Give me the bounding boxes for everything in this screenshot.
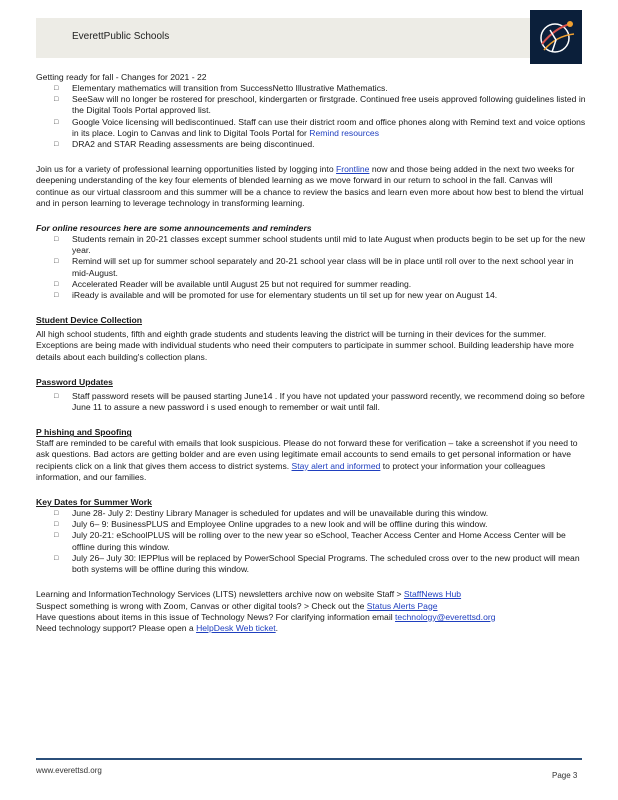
list-item: □ Remind will set up for summer school separately and 20-21 school year class will be in place until roll over to the next school year in mid-August.: [36, 256, 586, 278]
getting-ready-title: Getting ready for fall - Changes for 2021 - 22: [36, 72, 207, 82]
list-item: □ SeeSaw will no longer be rostered for preschool, kindergarten or firstgrade. Continued free useis approved following guidelines listed in the Digital Tools Portal approved list.: [36, 94, 586, 116]
resource-text: Have questions about items in this issue of Technology News? For clarifying information email: [36, 611, 393, 622]
page-number: Page 3: [552, 771, 578, 780]
resource-line: [36, 601, 586, 612]
document-body: [36, 72, 586, 634]
frontline-link[interactable]: Frontline: [336, 164, 370, 175]
resource-text: Need technology support? Please open a: [36, 622, 194, 633]
list-item: □ July 6– 9: BusinessPLUS and Employee Online upgrades to a new look and will be offline during this window.: [36, 519, 586, 530]
learning-text: Join us for a variety of professional learning opportunities listed by logging into: [36, 164, 334, 175]
phishing-text: Staff are reminded to be careful with emails that look suspicious. Please do not forward these for verification – take a screenshot if you need to ask questions. Bad actors are getting bolder and are even using legitimate email accounts to send emails to get personal information or have recipients click on a link that gives them access to district systems.: [36, 438, 578, 471]
phishing-paragraph: [36, 438, 586, 483]
learning-paragraph: [36, 164, 586, 209]
key-dates-title: Key Dates for Summer Work: [36, 497, 152, 508]
list-item: □ Accelerated Reader will be available until August 25 but not required for summer reading.: [36, 279, 586, 290]
student-device-title: Student Device Collection: [36, 315, 143, 326]
staff-news-hub-link[interactable]: StaffNews Hub: [403, 589, 462, 600]
student-device-text: All high school students, fifth and eighth grade students and students leaving the district will be turning in their devices for the summer. Exceptions are being made with individual students who need their computers to participate in summer school. Building leadership have more details about each building's collection plans.: [36, 329, 574, 362]
status-alerts-link[interactable]: Status Alerts Page: [366, 600, 438, 611]
list-item: [36, 117, 586, 139]
phishing-title: P hishing and Spoofing: [36, 427, 132, 438]
key-dates-list: [36, 508, 586, 575]
resource-text: Learning and InformationTechnology Services (LITS) newsletters archive now on website Staff >: [36, 589, 402, 600]
helpdesk-ticket-link[interactable]: HelpDesk Web ticket: [196, 622, 276, 633]
list-item: □ Students remain in 20-21 classes except summer school students until mid to late August when products begin to be set up for the new year.: [36, 234, 586, 256]
footer-divider: [36, 758, 582, 760]
technology-email-link[interactable]: technology@everettsd.org: [395, 611, 496, 622]
resource-line: [36, 589, 586, 600]
resource-links-block: [36, 589, 586, 634]
online-resources-title: For online resources here are some announcements and reminders: [36, 223, 312, 234]
online-resources-list: [36, 234, 586, 301]
list-item: □ July 26– July 30: IEPPlus will be replaced by PowerSchool Special Programs. The scheduled cross over to the new product will mean both systems will be offline during this window.: [36, 553, 586, 575]
phishing-text-cont: to protect your information your colleagues information, and our families.: [36, 460, 546, 482]
resource-text-end: .: [275, 622, 279, 633]
getting-ready-list: [36, 83, 586, 150]
resource-text: Suspect something is wrong with Zoom, Canvas or other digital tools? > Check out the: [36, 600, 365, 611]
password-title: Password Updates: [36, 376, 113, 387]
password-list: [36, 391, 586, 413]
list-item: □ iReady is available and will be promoted for use for elementary students un til set up for new year on August 14.: [36, 290, 586, 301]
header-title: EverettPublic Schools: [72, 31, 170, 42]
learning-text-cont: now and those being added in the next two weeks for deepening understanding of the key four elements of blended learning as we move forward in our return to school in the fall. Canvas will continue as our virtual classroom and this summer will be a chance to review the basics and learn even more about how best to blend the virtual and in person learning to leverage technology in transforming learning.: [36, 164, 584, 208]
list-item: □ Elementary mathematics will transition from SuccessNetto Illustrative Mathematics.: [36, 83, 586, 94]
list-item: □ July 20-21: eSchoolPLUS will be rolling over to the new year so eSchool, Teacher Access Center and Home Access Center will be offline during this window.: [36, 530, 586, 552]
resource-line: [36, 623, 586, 634]
district-logo-icon: [530, 10, 582, 64]
footer-url[interactable]: www.everettsd.org: [36, 766, 102, 775]
list-item: □ June 28- July 2: Destiny Library Manager is scheduled for updates and will be unavailable during this window.: [36, 508, 586, 519]
stay-alert-link[interactable]: Stay alert and informed: [291, 460, 381, 471]
remind-resources-link[interactable]: Remind resources: [309, 127, 379, 138]
list-item: □ DRA2 and STAR Reading assessments are being discontinued.: [36, 139, 586, 150]
list-item: □ Staff password resets will be paused starting June14 . If you have not updated your password recently, we recommend doing so before June 11 to assure a new password i s used enough to remember or wait until fall.: [36, 391, 586, 413]
list-item-text: Google Voice licensing will bediscontinued. Staff can use their district room and office phones along with Remind text and voice options in its place. Login to Canvas and link to Digital Tools Portal for: [72, 116, 586, 138]
resource-line: [36, 612, 586, 623]
